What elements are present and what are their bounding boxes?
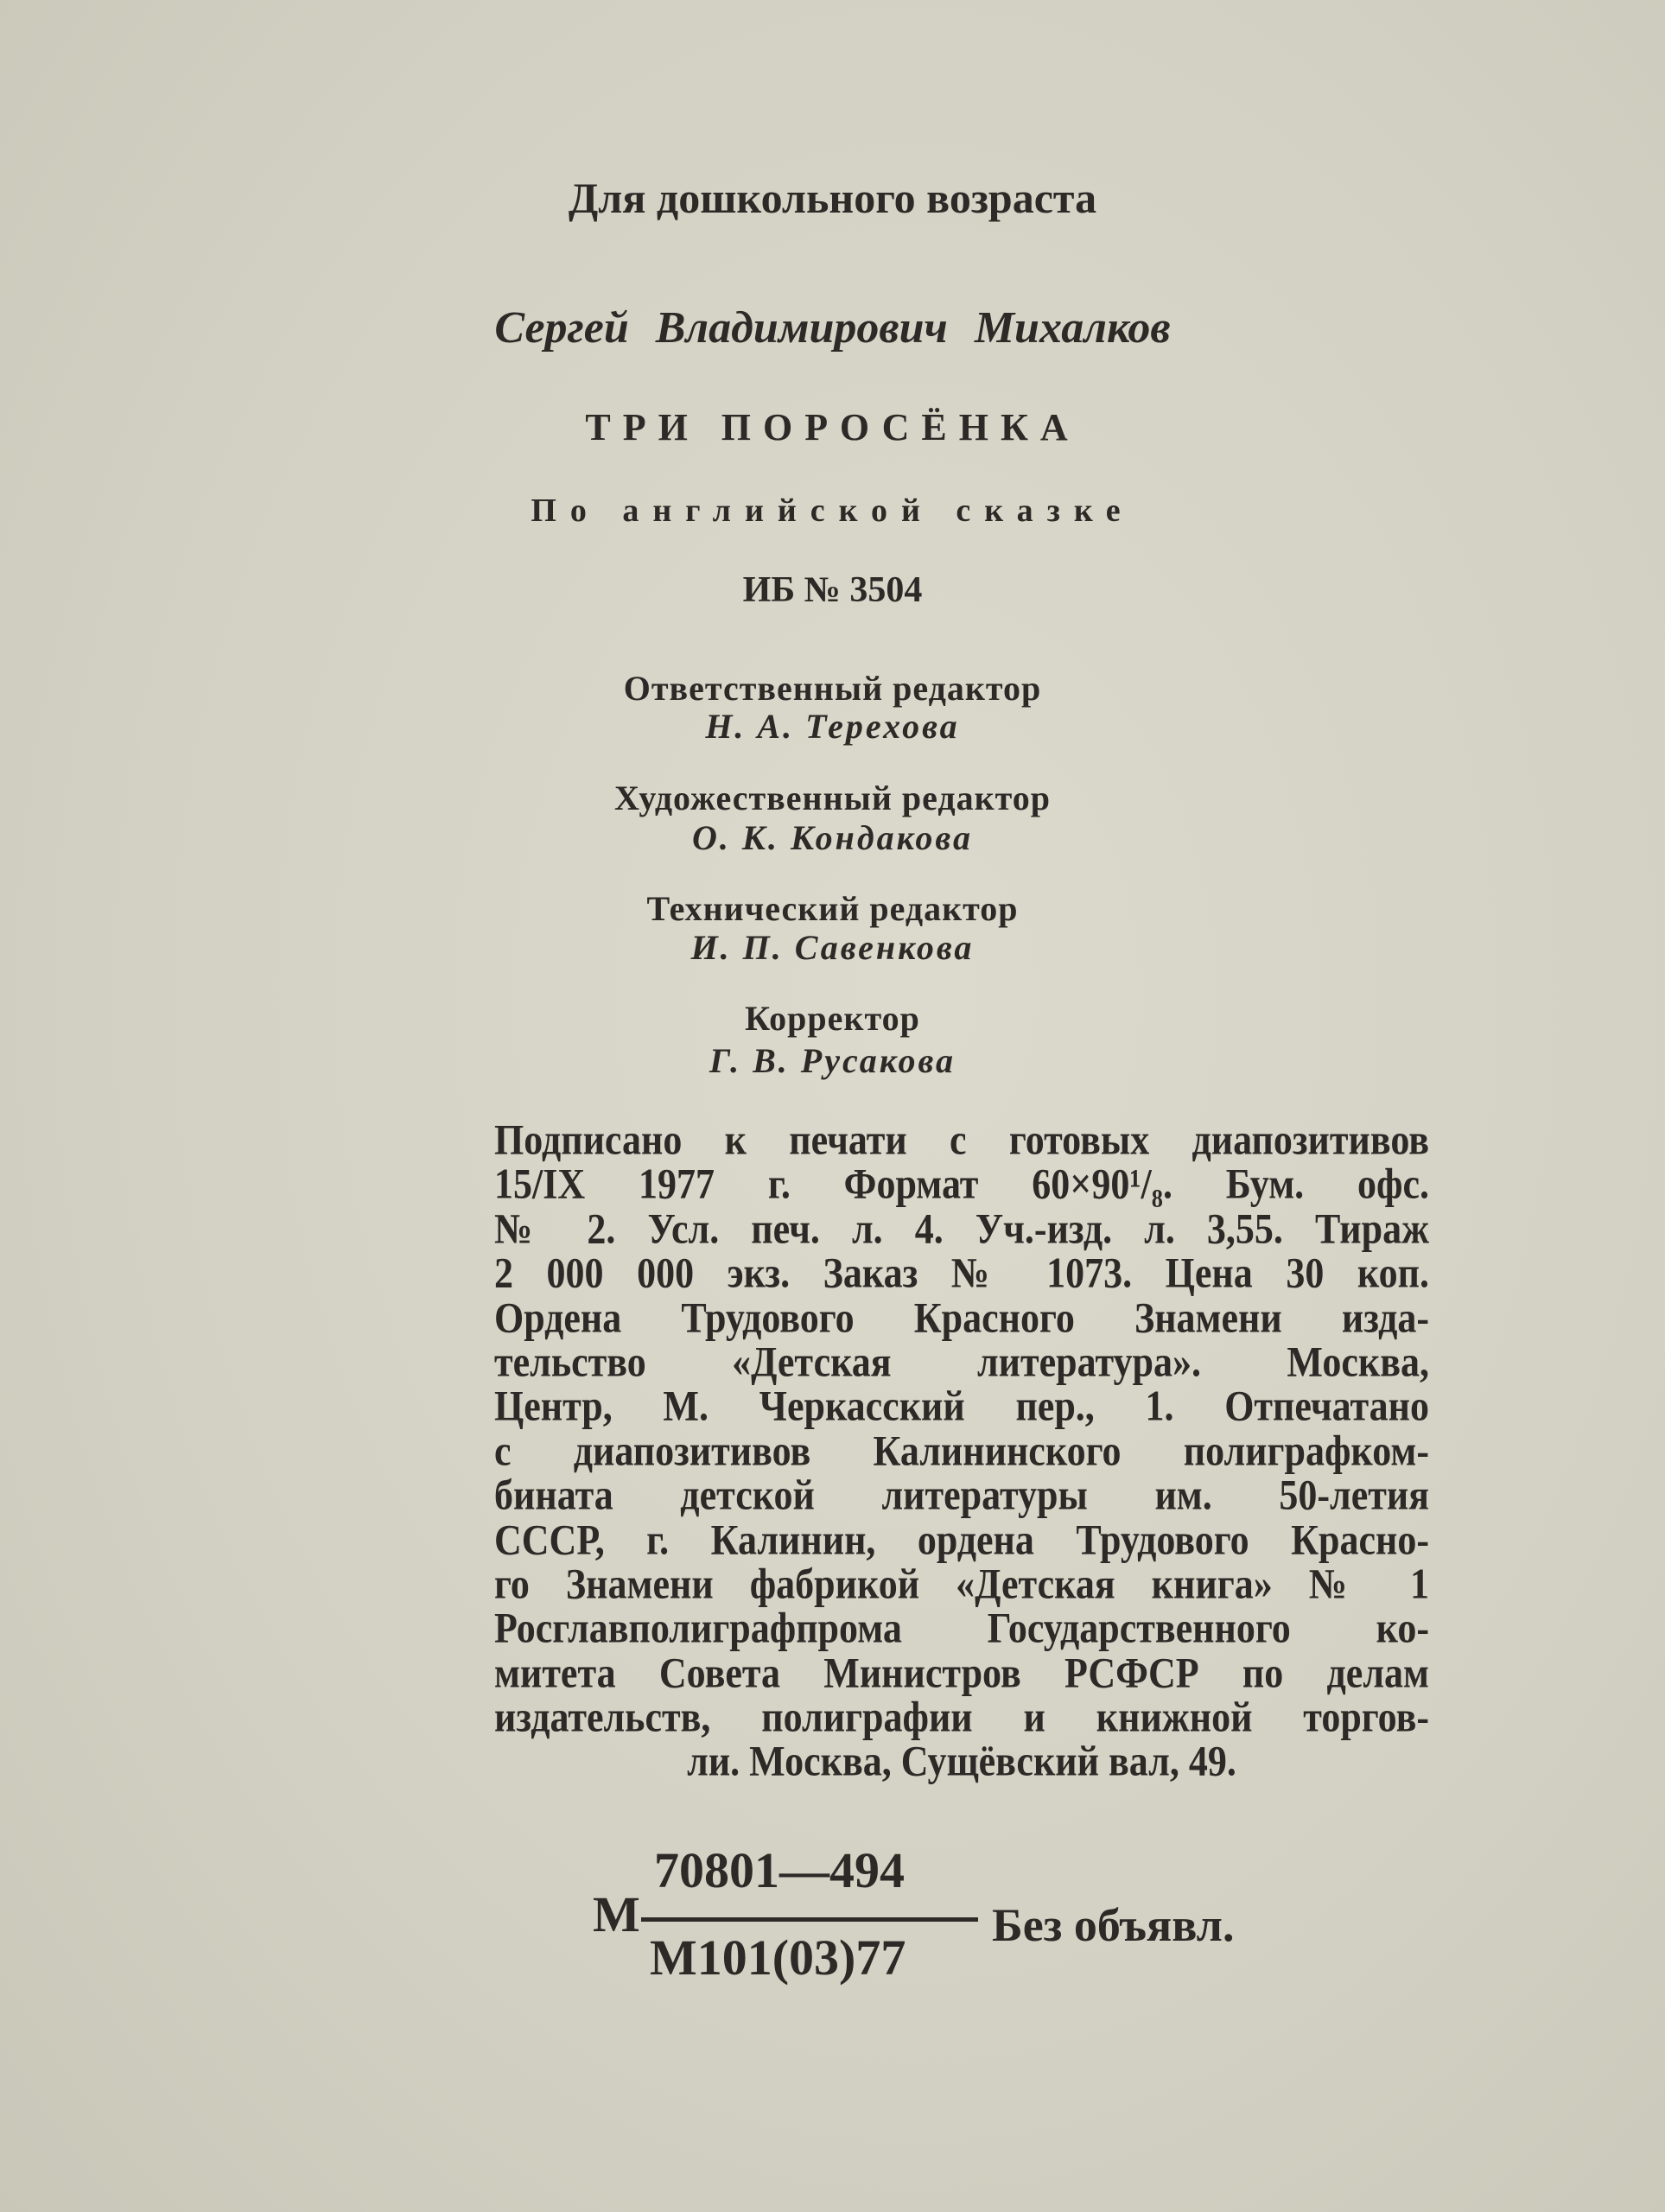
ib-number: ИБ № 3504 xyxy=(742,570,923,610)
imprint-line: 2 000 000 экз. Заказ № 1073. Цена 30 коп. xyxy=(494,1249,1429,1298)
imprint-line: ли. Москва, Сущёвский вал, 49. xyxy=(687,1738,1236,1786)
imprint-line: Подписано к печати с готовых диапозитивов xyxy=(494,1116,1429,1164)
credit-name: Н. А. Терехова xyxy=(705,707,960,746)
imprint-line: СССР, г. Калинин, ордена Трудового Красно- xyxy=(494,1516,1429,1564)
credit-name: И. П. Савенкова xyxy=(690,928,975,967)
imprint-paragraph xyxy=(494,1118,1429,1784)
book-subtitle: По английской сказке xyxy=(531,493,1134,529)
credit-role: Корректор xyxy=(745,999,920,1038)
fraction-bar xyxy=(641,1917,978,1922)
credit-role: Технический редактор xyxy=(646,889,1019,928)
index-numerator: 70801—494 xyxy=(654,1842,905,1898)
imprint-line: тельство «Детская литература». Москва, xyxy=(494,1338,1429,1386)
credit-role: Ответственный редактор xyxy=(623,669,1042,708)
imprint-line: № 2. Усл. печ. л. 4. Уч.-изд. л. 3,55. Тираж xyxy=(494,1205,1429,1253)
credit-name: Г. В. Русакова xyxy=(709,1041,956,1080)
imprint-line: Центр, М. Черкасский пер., 1. Отпечатано xyxy=(494,1382,1429,1431)
imprint-line: 15/IX 1977 г. Формат 60×90¹/₈. Бум. офс. xyxy=(494,1160,1429,1209)
author-name: Сергей Владимирович Михалков xyxy=(494,303,1171,353)
imprint-line: бината детской литературы им. 50-летия xyxy=(494,1471,1429,1520)
no-announcement-note: Без объявл. xyxy=(992,1899,1235,1951)
credit-role: Художественный редактор xyxy=(613,779,1052,817)
imprint-line: Росглавполиграфпрома Государственного ко- xyxy=(494,1605,1429,1653)
imprint-line: митета Совета Министров РСФСР по делам xyxy=(494,1649,1429,1697)
imprint-line: издательств, полиграфии и книжной торгов- xyxy=(494,1694,1429,1741)
book-title: ТРИ ПОРОСЁНКА xyxy=(585,406,1080,448)
audience-label: Для дошкольного возраста xyxy=(568,174,1097,222)
imprint-line: с диапозитивов Калининского полиграфком- xyxy=(494,1427,1429,1475)
index-denominator: М101(03)77 xyxy=(650,1929,906,1986)
credit-name: О. К. Кондакова xyxy=(691,818,974,857)
imprint-line: Ордена Трудового Красного Знамени изда- xyxy=(494,1294,1429,1342)
imprint-line: го Знамени фабрикой «Детская книга» № 1 xyxy=(494,1560,1429,1608)
index-prefix: М xyxy=(593,1886,640,1942)
